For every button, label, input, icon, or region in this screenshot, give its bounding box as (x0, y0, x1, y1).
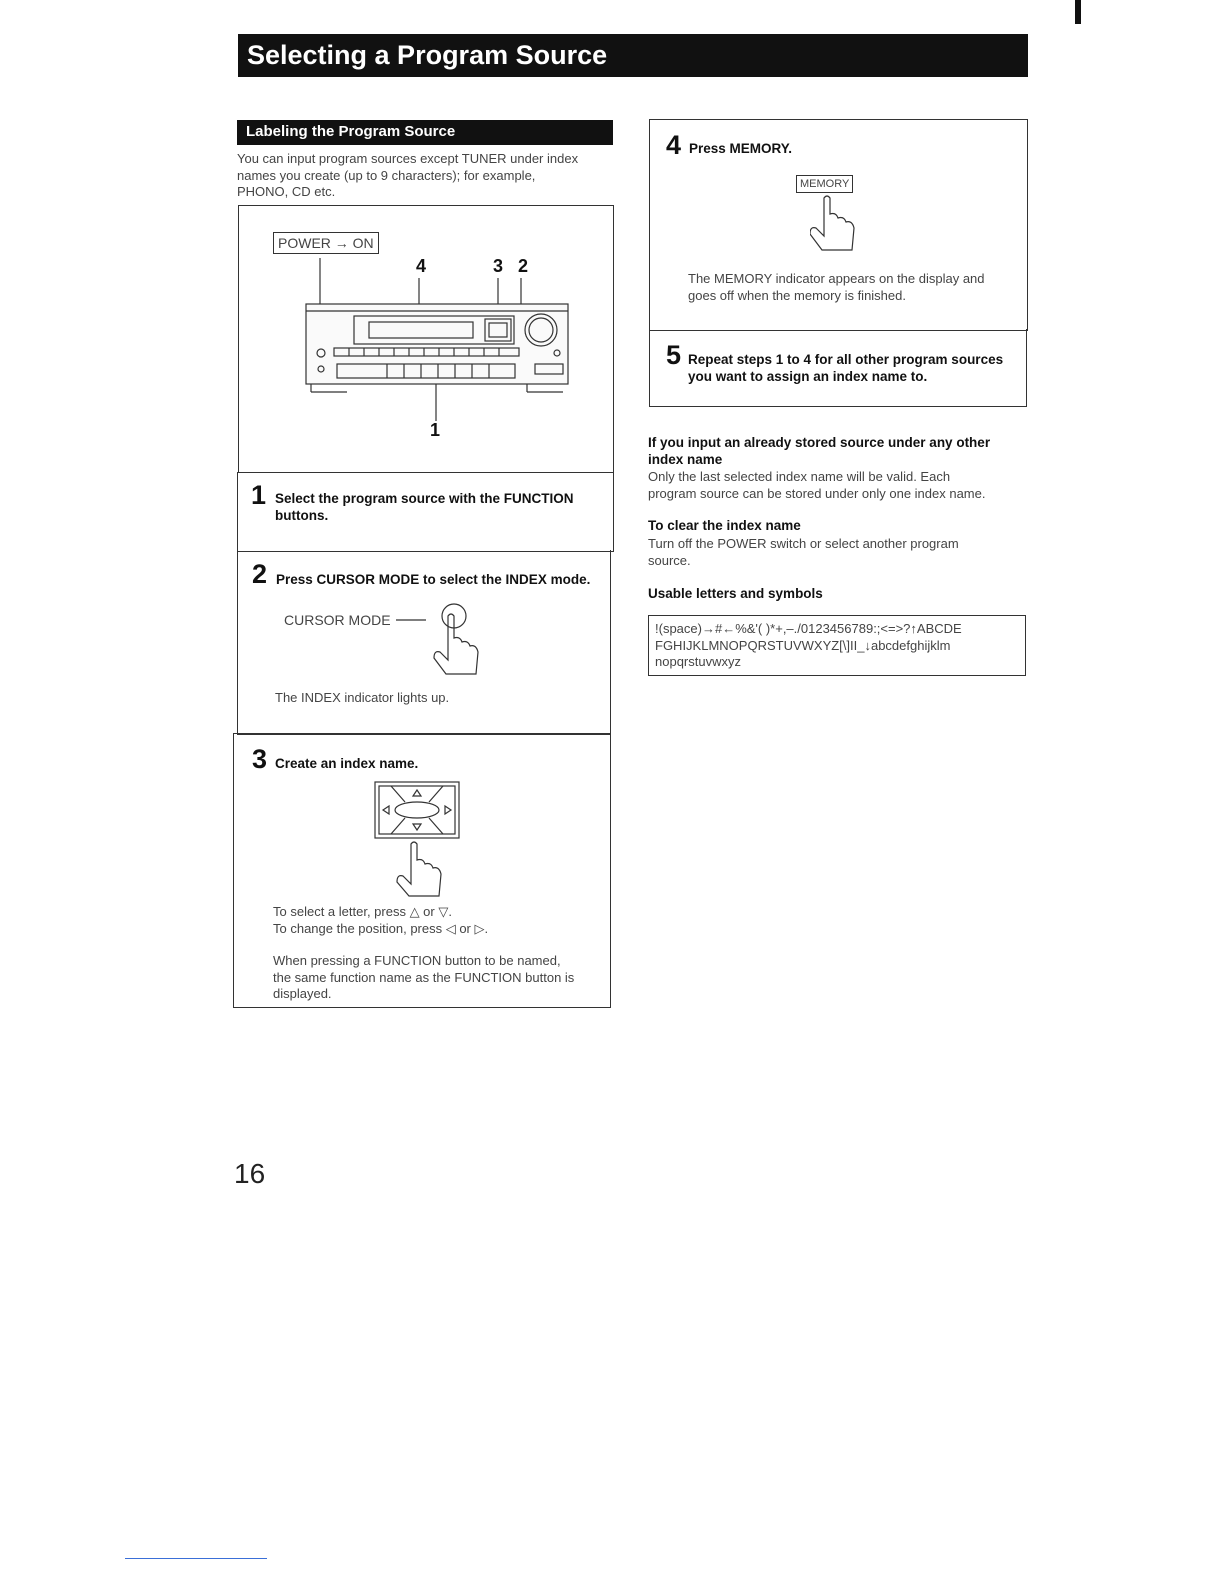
step-1-number: 1 (251, 480, 267, 510)
step-4-number: 4 (666, 130, 682, 160)
callout-3: 3 (493, 256, 504, 276)
step-2-number: 2 (252, 559, 268, 589)
page-edge-mark (1075, 0, 1081, 24)
callout-4: 4 (416, 256, 427, 276)
step-3-notes: To select a letter, press △ or ▽. To change the position, press ◁ or ▷. (273, 904, 489, 936)
usable-letters-box (648, 615, 1026, 676)
step-3-box (233, 733, 611, 1008)
step-5-number: 5 (666, 340, 682, 370)
section-intro: You can input program sources except TUNER under index names you create (up to 9 characters); for example, PHONO, CD etc. (237, 151, 579, 199)
step-3-number: 3 (252, 744, 268, 774)
memory-button-label: MEMORY (796, 175, 853, 193)
step-4-note: The MEMORY indicator appears on the display and goes off when the memory is finished. (688, 271, 985, 303)
clear-index-body: Turn off the POWER switch or select another program source. (648, 536, 959, 568)
step-1-box (237, 472, 614, 552)
bottom-rule (125, 1558, 267, 1559)
clear-index-heading: To clear the index name (648, 518, 801, 533)
section-heading: Labeling the Program Source (237, 120, 613, 145)
step-5-box (649, 329, 1027, 407)
receiver-illustration (239, 206, 613, 472)
step-2-note: The INDEX indicator lights up. (275, 690, 450, 705)
usable-letters-list: !(space)→#←%&'( )*+,–./0123456789:;<=>?↑ABCDE FGHIJKLMNOPQRSTUVWXYZ[\]II_↓abcdefghijklm nopqrstuvwxyz (655, 621, 962, 669)
step-3-notes-2: When pressing a FUNCTION button to be named, the same function name as the FUNCTION button is displayed. (273, 953, 575, 1001)
step-4-text: Press MEMORY. (689, 141, 793, 156)
page-number: 16 (234, 1158, 266, 1189)
power-label: POWER → ON (273, 232, 379, 254)
step-3-text: Create an index name. (275, 756, 419, 771)
step-2-text: Press CURSOR MODE to select the INDEX mode. (276, 572, 591, 587)
page-title: Selecting a Program Source (238, 34, 1028, 77)
step-5-text: Repeat steps 1 to 4 for all other program sources you want to assign an index name to. (688, 352, 1004, 384)
stored-source-heading: If you input an already stored source under any other index name (648, 435, 991, 467)
receiver-diagram-box (238, 205, 614, 473)
step-1-text: Select the program source with the FUNCTION buttons. (275, 491, 574, 523)
cursor-pad-icon (369, 778, 469, 902)
callout-2: 2 (518, 256, 529, 276)
step-4-box (649, 119, 1028, 331)
usable-letters-heading: Usable letters and symbols (648, 586, 823, 601)
hand-pressing-cursor-mode-icon (388, 598, 488, 688)
step-2-box (237, 550, 611, 735)
callout-1: 1 (430, 420, 441, 440)
stored-source-body: Only the last selected index name will be valid. Each program source can be stored under only one index name. (648, 469, 986, 501)
cursor-mode-label: CURSOR MODE (284, 612, 391, 628)
hand-pressing-memory-icon (810, 192, 860, 254)
